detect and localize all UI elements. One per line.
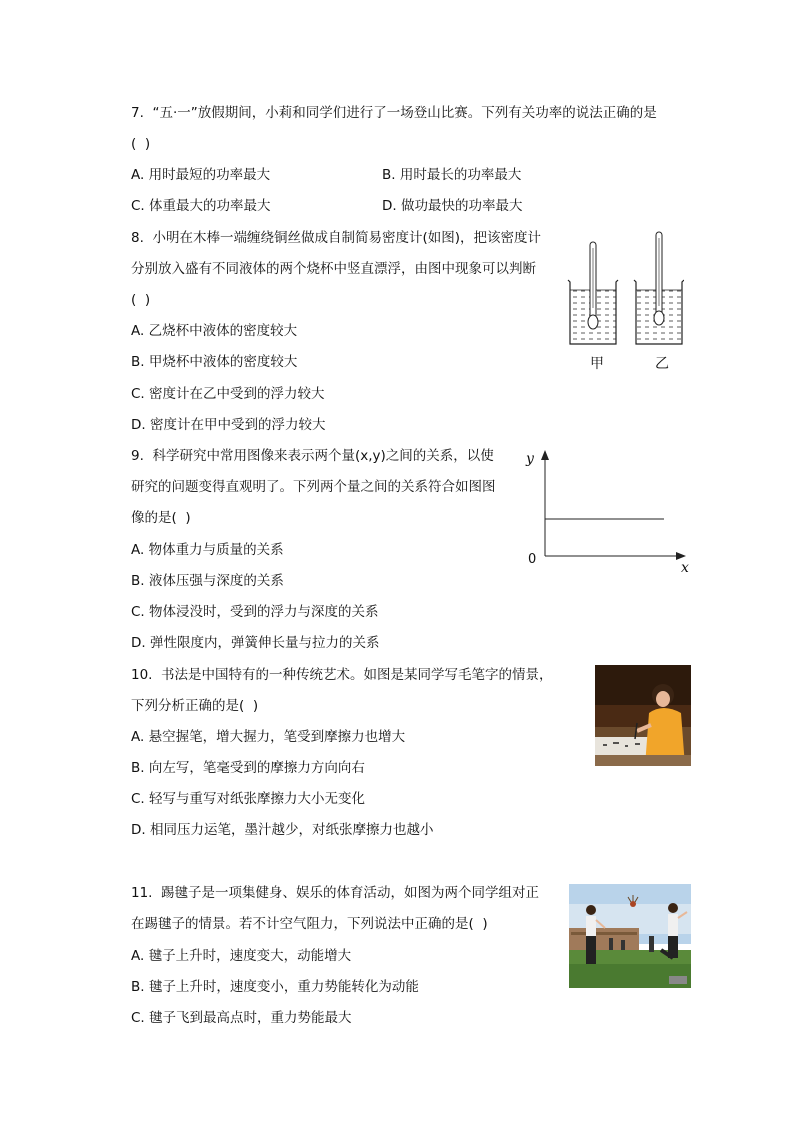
q9-option-a: A. 物体重力与质量的关系 (131, 542, 284, 558)
hydrometer-beakers-figure (564, 228, 684, 352)
q9-option-c: C. 物体浸没时，受到的浮力与深度的关系 (131, 604, 379, 620)
calligraphy-photo (595, 665, 691, 766)
q10-stem-line1: 10. 书法是中国特有的一种传统艺术。如图是某同学写毛笔字的情景， (131, 667, 553, 683)
q10-stem-line2: 下列分析正确的是( ) (131, 698, 259, 714)
y-axis-arrow (541, 450, 549, 460)
q9-stem-line2: 研究的问题变得直观明了。下列两个量之间的关系符合如图图 (131, 479, 496, 495)
q11-stem-line1: 11. 踢毽子是一项集健身、娱乐的体育活动，如图为两个同学组对正 (131, 885, 540, 901)
graph-origin-label: 0 (528, 552, 537, 567)
q8-stem-line3: ( ) (131, 292, 151, 308)
q7-option-d: D. 做功最快的功率最大 (382, 198, 523, 214)
figure-label-jia: 甲 (590, 356, 604, 372)
q7-option-c: C. 体重最大的功率最大 (131, 198, 271, 214)
q9-stem-line1: 9. 科学研究中常用图像来表示两个量(x,y)之间的关系，以使 (131, 448, 494, 464)
figure-label-yi: 乙 (655, 356, 669, 372)
q10-option-d: D. 相同压力运笔，墨汁越少，对纸张摩擦力也越小 (131, 822, 434, 838)
q8-option-c: C. 密度计在乙中受到的浮力较大 (131, 386, 325, 402)
q11-option-a: A. 毽子上升时，速度变大，动能增大 (131, 948, 352, 964)
q7-option-b: B. 用时最长的功率最大 (382, 167, 522, 183)
beaker-jia (568, 242, 618, 344)
q11-option-c: C. 毽子飞到最高点时，重力势能最大 (131, 1010, 352, 1026)
q9-option-b: B. 液体压强与深度的关系 (131, 573, 284, 589)
q8-stem-line2: 分别放入盛有不同液体的两个烧杯中竖直漂浮，由图中现象可以判断 (131, 261, 536, 277)
q10-option-c: C. 轻写与重写对纸张摩擦力大小无变化 (131, 791, 366, 807)
q8-option-b: B. 甲烧杯中液体的密度较大 (131, 354, 298, 370)
q8-option-a: A. 乙烧杯中液体的密度较大 (131, 323, 298, 339)
beaker-yi (634, 232, 684, 344)
q7-option-a: A. 用时最短的功率最大 (131, 167, 271, 183)
q11-stem-line2: 在踢毽子的情景。若不计空气阻力，下列说法中正确的是( ) (131, 916, 488, 932)
q7-stem-line2: ( ) (131, 136, 151, 152)
q11-option-b: B. 毽子上升时，速度变小，重力势能转化为动能 (131, 979, 419, 995)
graph-x-label: x (681, 560, 689, 576)
q10-option-a: A. 悬空握笔，增大握力，笔受到摩擦力也增大 (131, 729, 406, 745)
q9-stem-line3: 像的是( ) (131, 510, 191, 526)
q10-option-b: B. 向左写，笔毫受到的摩擦力方向向右 (131, 760, 365, 776)
q7-stem-line1: 7. “五·一”放假期间，小莉和同学们进行了一场登山比赛。下列有关功率的说法正确的是 (131, 105, 657, 121)
x-axis-arrow (676, 552, 686, 560)
graph-y-label: y (526, 451, 534, 467)
shuttlecock-photo (569, 884, 691, 988)
q9-option-d: D. 弹性限度内，弹簧伸长量与拉力的关系 (131, 635, 380, 651)
q8-stem-line1: 8. 小明在木棒一端缠绕铜丝做成自制简易密度计(如图)，把该密度计 (131, 230, 541, 246)
q8-option-d: D. 密度计在甲中受到的浮力较大 (131, 417, 326, 433)
constant-graph-figure (520, 446, 695, 576)
